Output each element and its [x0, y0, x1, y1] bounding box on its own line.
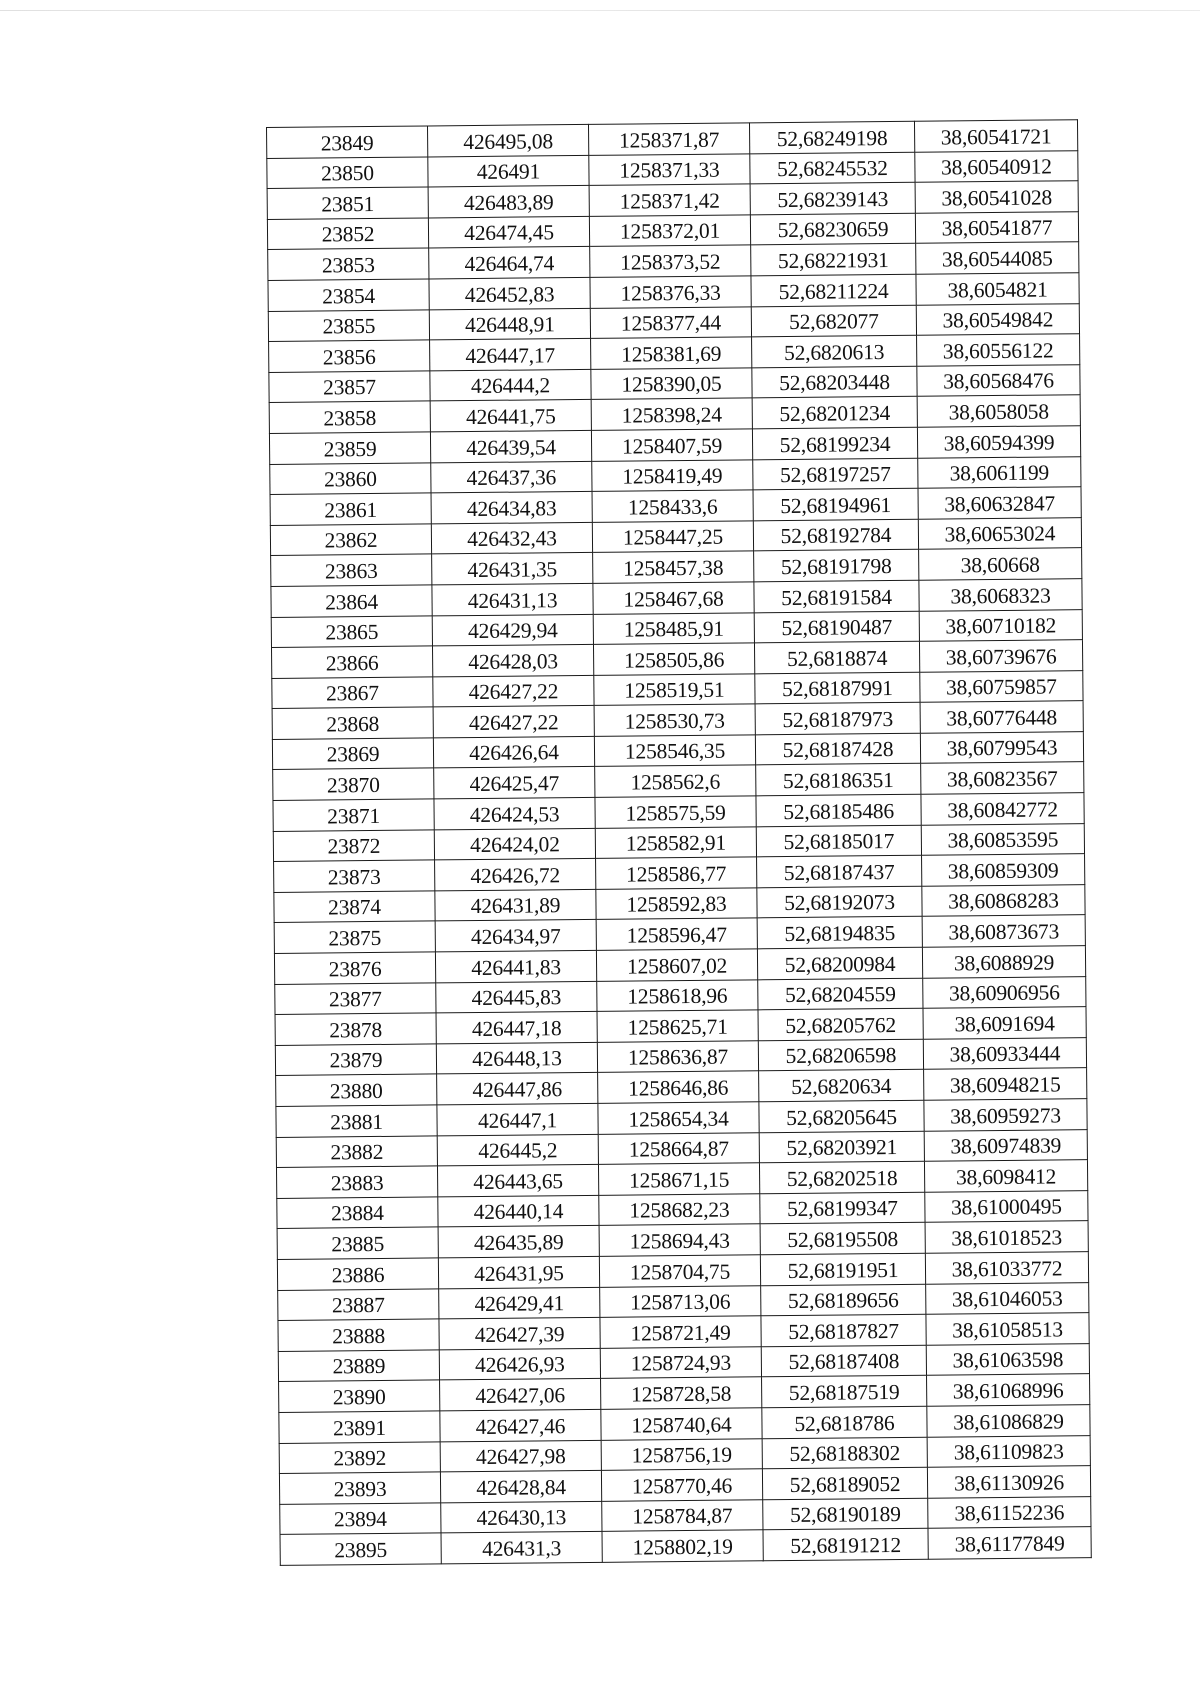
y-coordinate-cell: 1258654,34	[598, 1102, 759, 1134]
longitude-cell: 38,60556122	[917, 334, 1080, 366]
latitude-cell: 52,6818874	[754, 641, 919, 673]
longitude-cell: 38,60873673	[922, 915, 1085, 947]
y-coordinate-cell: 1258625,71	[597, 1010, 758, 1042]
point-number-cell: 23853	[268, 248, 429, 280]
latitude-cell: 52,68191584	[754, 580, 919, 612]
latitude-cell: 52,68194961	[753, 488, 918, 520]
x-coordinate-cell: 426441,83	[435, 950, 596, 982]
point-number-cell: 23852	[267, 218, 428, 250]
latitude-cell: 52,68187408	[761, 1345, 926, 1377]
latitude-cell: 52,68200984	[757, 947, 922, 979]
longitude-cell: 38,60568476	[917, 364, 1080, 396]
latitude-cell: 52,68187428	[755, 733, 920, 765]
longitude-cell: 38,61130926	[927, 1466, 1090, 1498]
latitude-cell: 52,68187991	[755, 672, 920, 704]
longitude-cell: 38,61086829	[927, 1405, 1090, 1437]
latitude-cell: 52,6818786	[762, 1406, 927, 1438]
point-number-cell: 23865	[271, 615, 432, 647]
x-coordinate-cell: 426428,03	[432, 644, 593, 676]
point-number-cell: 23885	[277, 1227, 438, 1259]
x-coordinate-cell: 426440,14	[438, 1195, 599, 1227]
longitude-cell: 38,60933444	[923, 1037, 1086, 1069]
latitude-cell: 52,68191951	[760, 1253, 925, 1285]
x-coordinate-cell: 426448,13	[436, 1042, 597, 1074]
x-coordinate-cell: 426474,45	[428, 216, 589, 248]
y-coordinate-cell: 1258530,73	[594, 704, 755, 736]
longitude-cell: 38,60799543	[920, 732, 1083, 764]
y-coordinate-cell: 1258728,58	[601, 1377, 762, 1409]
x-coordinate-cell: 426431,89	[435, 889, 596, 921]
y-coordinate-cell: 1258607,02	[596, 949, 757, 981]
point-number-cell: 23864	[271, 585, 432, 617]
point-number-cell: 23876	[274, 952, 435, 984]
x-coordinate-cell: 426426,93	[439, 1348, 600, 1380]
y-coordinate-cell: 1258373,52	[590, 245, 751, 277]
y-coordinate-cell: 1258664,87	[598, 1132, 759, 1164]
longitude-cell: 38,60594399	[917, 426, 1080, 458]
latitude-cell: 52,68190487	[754, 611, 919, 643]
point-number-cell: 23863	[271, 554, 432, 586]
point-number-cell: 23871	[273, 799, 434, 831]
x-coordinate-cell: 426431,13	[432, 583, 593, 615]
x-coordinate-cell: 426447,17	[430, 339, 591, 371]
y-coordinate-cell: 1258636,87	[597, 1041, 758, 1073]
latitude-cell: 52,68187437	[757, 855, 922, 887]
y-coordinate-cell: 1258447,25	[592, 521, 753, 553]
point-number-cell: 23869	[272, 738, 433, 770]
x-coordinate-cell: 426452,83	[429, 277, 590, 309]
y-coordinate-cell: 1258371,42	[589, 184, 750, 216]
latitude-cell: 52,68201234	[752, 397, 917, 429]
latitude-cell: 52,68249198	[749, 121, 914, 153]
latitude-cell: 52,68188302	[762, 1437, 927, 1469]
point-number-cell: 23889	[278, 1350, 439, 1382]
y-coordinate-cell: 1258646,86	[598, 1071, 759, 1103]
x-coordinate-cell: 426431,95	[438, 1256, 599, 1288]
x-coordinate-cell: 426427,46	[440, 1409, 601, 1441]
x-coordinate-cell: 426464,74	[429, 247, 590, 279]
latitude-cell: 52,68199347	[760, 1192, 925, 1224]
x-coordinate-cell: 426491	[428, 155, 589, 187]
latitude-cell: 52,68192073	[757, 886, 922, 918]
longitude-cell: 38,6058058	[917, 395, 1080, 427]
point-number-cell: 23872	[273, 830, 434, 862]
point-number-cell: 23892	[279, 1441, 440, 1473]
y-coordinate-cell: 1258505,86	[593, 643, 754, 675]
y-coordinate-cell: 1258575,59	[595, 796, 756, 828]
x-coordinate-cell: 426437,36	[431, 461, 592, 493]
y-coordinate-cell: 1258596,47	[596, 918, 757, 950]
point-number-cell: 23880	[276, 1074, 437, 1106]
y-coordinate-cell: 1258562,6	[595, 765, 756, 797]
longitude-cell: 38,60739676	[919, 640, 1082, 672]
point-number-cell: 23856	[269, 340, 430, 372]
x-coordinate-cell: 426427,98	[440, 1440, 601, 1472]
coordinates-table-body	[267, 120, 1092, 1566]
point-number-cell: 23884	[277, 1197, 438, 1229]
longitude-cell: 38,60668	[919, 548, 1082, 580]
y-coordinate-cell: 1258592,83	[596, 888, 757, 920]
longitude-cell: 38,61068996	[927, 1374, 1090, 1406]
coordinates-table	[266, 119, 1092, 1566]
latitude-cell: 52,68187827	[761, 1314, 926, 1346]
y-coordinate-cell: 1258485,91	[593, 612, 754, 644]
latitude-cell: 52,68185486	[756, 794, 921, 826]
longitude-cell: 38,6061199	[918, 456, 1081, 488]
x-coordinate-cell: 426427,39	[439, 1318, 600, 1350]
y-coordinate-cell: 1258671,15	[598, 1163, 759, 1195]
latitude-cell: 52,68202518	[759, 1161, 924, 1193]
table-row	[280, 1527, 1091, 1565]
longitude-cell: 38,60653024	[918, 517, 1081, 549]
point-number-cell: 23875	[274, 921, 435, 953]
x-coordinate-cell: 426426,64	[433, 736, 594, 768]
latitude-cell: 52,68189052	[762, 1467, 927, 1499]
y-coordinate-cell: 1258467,68	[593, 582, 754, 614]
point-number-cell: 23874	[274, 891, 435, 923]
point-number-cell: 23891	[279, 1411, 440, 1443]
latitude-cell: 52,68189656	[761, 1284, 926, 1316]
latitude-cell: 52,68221931	[751, 244, 916, 276]
x-coordinate-cell: 426427,22	[433, 675, 594, 707]
x-coordinate-cell: 426495,08	[427, 124, 588, 156]
longitude-cell: 38,6088929	[922, 946, 1085, 978]
x-coordinate-cell: 426447,18	[436, 1012, 597, 1044]
y-coordinate-cell: 1258582,91	[595, 826, 756, 858]
x-coordinate-cell: 426426,72	[435, 859, 596, 891]
point-number-cell: 23886	[277, 1258, 438, 1290]
y-coordinate-cell: 1258371,33	[589, 153, 750, 185]
y-coordinate-cell: 1258784,87	[602, 1500, 763, 1532]
longitude-cell: 38,60632847	[918, 487, 1081, 519]
x-coordinate-cell: 426425,47	[434, 767, 595, 799]
point-number-cell: 23861	[270, 493, 431, 525]
longitude-cell: 38,60906956	[923, 976, 1086, 1008]
y-coordinate-cell: 1258372,01	[589, 215, 750, 247]
y-coordinate-cell: 1258398,24	[591, 398, 752, 430]
latitude-cell: 52,68185017	[756, 825, 921, 857]
y-coordinate-cell: 1258721,49	[600, 1316, 761, 1348]
latitude-cell: 52,68190189	[763, 1498, 928, 1530]
x-coordinate-cell: 426448,91	[429, 308, 590, 340]
latitude-cell: 52,68187519	[762, 1376, 927, 1408]
longitude-cell: 38,6054821	[916, 273, 1079, 305]
x-coordinate-cell: 426447,1	[437, 1103, 598, 1135]
x-coordinate-cell: 426445,2	[437, 1134, 598, 1166]
latitude-cell: 52,68203921	[759, 1131, 924, 1163]
longitude-cell: 38,61018523	[925, 1221, 1088, 1253]
x-coordinate-cell: 426424,53	[434, 797, 595, 829]
y-coordinate-cell: 1258618,96	[597, 979, 758, 1011]
point-number-cell: 23855	[268, 310, 429, 342]
y-coordinate-cell: 1258802,19	[602, 1530, 763, 1562]
point-number-cell: 23859	[269, 432, 430, 464]
point-number-cell: 23878	[275, 1013, 436, 1045]
y-coordinate-cell: 1258381,69	[591, 337, 752, 369]
x-coordinate-cell: 426424,02	[434, 828, 595, 860]
y-coordinate-cell: 1258756,19	[601, 1438, 762, 1470]
x-coordinate-cell: 426441,75	[430, 400, 591, 432]
point-number-cell: 23870	[273, 768, 434, 800]
x-coordinate-cell: 426444,2	[430, 369, 591, 401]
x-coordinate-cell: 426483,89	[428, 186, 589, 218]
latitude-cell: 52,68239143	[750, 182, 915, 214]
latitude-cell: 52,682077	[751, 305, 916, 337]
y-coordinate-cell: 1258371,87	[588, 123, 749, 155]
x-coordinate-cell: 426434,83	[431, 492, 592, 524]
point-number-cell: 23851	[267, 187, 428, 219]
latitude-cell: 52,68204559	[758, 978, 923, 1010]
point-number-cell: 23850	[267, 157, 428, 189]
latitude-cell: 52,6820613	[752, 335, 917, 367]
x-coordinate-cell: 426447,86	[437, 1073, 598, 1105]
x-coordinate-cell: 426445,83	[436, 981, 597, 1013]
point-number-cell: 23882	[276, 1135, 437, 1167]
point-number-cell: 23858	[269, 401, 430, 433]
point-number-cell: 23894	[280, 1503, 441, 1535]
latitude-cell: 52,68192784	[753, 519, 918, 551]
x-coordinate-cell: 426443,65	[437, 1165, 598, 1197]
x-coordinate-cell: 426432,43	[431, 522, 592, 554]
y-coordinate-cell: 1258407,59	[591, 429, 752, 461]
y-coordinate-cell: 1258457,38	[593, 551, 754, 583]
x-coordinate-cell: 426431,35	[432, 553, 593, 585]
y-coordinate-cell: 1258740,64	[601, 1408, 762, 1440]
latitude-cell: 52,68230659	[750, 213, 915, 245]
longitude-cell: 38,60710182	[919, 609, 1082, 641]
y-coordinate-cell: 1258376,33	[590, 276, 751, 308]
longitude-cell: 38,61063598	[926, 1343, 1089, 1375]
x-coordinate-cell: 426434,97	[435, 920, 596, 952]
point-number-cell: 23866	[271, 646, 432, 678]
longitude-cell: 38,61046053	[926, 1282, 1089, 1314]
x-coordinate-cell: 426439,54	[430, 430, 591, 462]
longitude-cell: 38,61177849	[928, 1527, 1091, 1559]
point-number-cell: 23887	[278, 1288, 439, 1320]
x-coordinate-cell: 426428,84	[440, 1470, 601, 1502]
point-number-cell: 23873	[274, 860, 435, 892]
longitude-cell: 38,60842772	[921, 793, 1084, 825]
longitude-cell: 38,60540912	[915, 150, 1078, 182]
scan-top-edge	[0, 10, 1200, 11]
y-coordinate-cell: 1258433,6	[592, 490, 753, 522]
latitude-cell: 52,68211224	[751, 274, 916, 306]
latitude-cell: 52,6820634	[759, 1070, 924, 1102]
y-coordinate-cell: 1258546,35	[594, 735, 755, 767]
longitude-cell: 38,60959273	[924, 1099, 1087, 1131]
longitude-cell: 38,60541028	[915, 181, 1078, 213]
point-number-cell: 23860	[270, 462, 431, 494]
longitude-cell: 38,60549842	[916, 303, 1079, 335]
latitude-cell: 52,68195508	[760, 1223, 925, 1255]
point-number-cell: 23857	[269, 371, 430, 403]
longitude-cell: 38,60868283	[922, 885, 1085, 917]
longitude-cell: 38,60859309	[922, 854, 1085, 886]
y-coordinate-cell: 1258704,75	[599, 1255, 760, 1287]
point-number-cell: 23895	[280, 1533, 441, 1565]
point-number-cell: 23877	[275, 983, 436, 1015]
y-coordinate-cell: 1258419,49	[592, 459, 753, 491]
x-coordinate-cell: 426430,13	[441, 1501, 602, 1533]
latitude-cell: 52,68199234	[752, 427, 917, 459]
latitude-cell: 52,68191212	[763, 1529, 928, 1561]
y-coordinate-cell: 1258519,51	[594, 674, 755, 706]
x-coordinate-cell: 426431,3	[441, 1532, 602, 1564]
y-coordinate-cell: 1258770,46	[601, 1469, 762, 1501]
point-number-cell: 23893	[279, 1472, 440, 1504]
longitude-cell: 38,6098412	[924, 1160, 1087, 1192]
point-number-cell: 23849	[267, 126, 428, 158]
y-coordinate-cell: 1258713,06	[600, 1285, 761, 1317]
point-number-cell: 23868	[272, 707, 433, 739]
x-coordinate-cell: 426427,22	[433, 706, 594, 738]
y-coordinate-cell: 1258724,93	[600, 1347, 761, 1379]
longitude-cell: 38,60948215	[924, 1068, 1087, 1100]
y-coordinate-cell: 1258586,77	[596, 857, 757, 889]
point-number-cell: 23888	[278, 1319, 439, 1351]
y-coordinate-cell: 1258377,44	[590, 306, 751, 338]
longitude-cell: 38,60823567	[921, 762, 1084, 794]
point-number-cell: 23890	[279, 1380, 440, 1412]
longitude-cell: 38,61033772	[925, 1252, 1088, 1284]
y-coordinate-cell: 1258390,05	[591, 368, 752, 400]
longitude-cell: 38,60776448	[920, 701, 1083, 733]
point-number-cell: 23881	[276, 1105, 437, 1137]
longitude-cell: 38,61152236	[928, 1496, 1091, 1528]
y-coordinate-cell: 1258682,23	[599, 1194, 760, 1226]
latitude-cell: 52,68245532	[750, 152, 915, 184]
point-number-cell: 23879	[275, 1044, 436, 1076]
latitude-cell: 52,68203448	[752, 366, 917, 398]
latitude-cell: 52,68194835	[757, 917, 922, 949]
longitude-cell: 38,60541877	[915, 211, 1078, 243]
latitude-cell: 52,68186351	[756, 764, 921, 796]
x-coordinate-cell: 426427,06	[440, 1379, 601, 1411]
latitude-cell: 52,68206598	[758, 1039, 923, 1071]
x-coordinate-cell: 426429,94	[432, 614, 593, 646]
latitude-cell: 52,68191798	[754, 550, 919, 582]
latitude-cell: 52,68205645	[759, 1100, 924, 1132]
point-number-cell: 23854	[268, 279, 429, 311]
point-number-cell: 23883	[276, 1166, 437, 1198]
longitude-cell: 38,61109823	[927, 1435, 1090, 1467]
longitude-cell: 38,60544085	[916, 242, 1079, 274]
longitude-cell: 38,6091694	[923, 1007, 1086, 1039]
longitude-cell: 38,60759857	[920, 670, 1083, 702]
latitude-cell: 52,68205762	[758, 1008, 923, 1040]
latitude-cell: 52,68197257	[753, 458, 918, 490]
point-number-cell: 23867	[272, 677, 433, 709]
longitude-cell: 38,61058513	[926, 1313, 1089, 1345]
x-coordinate-cell: 426429,41	[439, 1287, 600, 1319]
y-coordinate-cell: 1258694,43	[599, 1224, 760, 1256]
point-number-cell: 23862	[270, 524, 431, 556]
longitude-cell: 38,60853595	[921, 823, 1084, 855]
x-coordinate-cell: 426435,89	[438, 1226, 599, 1258]
latitude-cell: 52,68187973	[755, 703, 920, 735]
longitude-cell: 38,60974839	[924, 1129, 1087, 1161]
longitude-cell: 38,6068323	[919, 579, 1082, 611]
longitude-cell: 38,60541721	[914, 120, 1077, 152]
longitude-cell: 38,61000495	[925, 1190, 1088, 1222]
